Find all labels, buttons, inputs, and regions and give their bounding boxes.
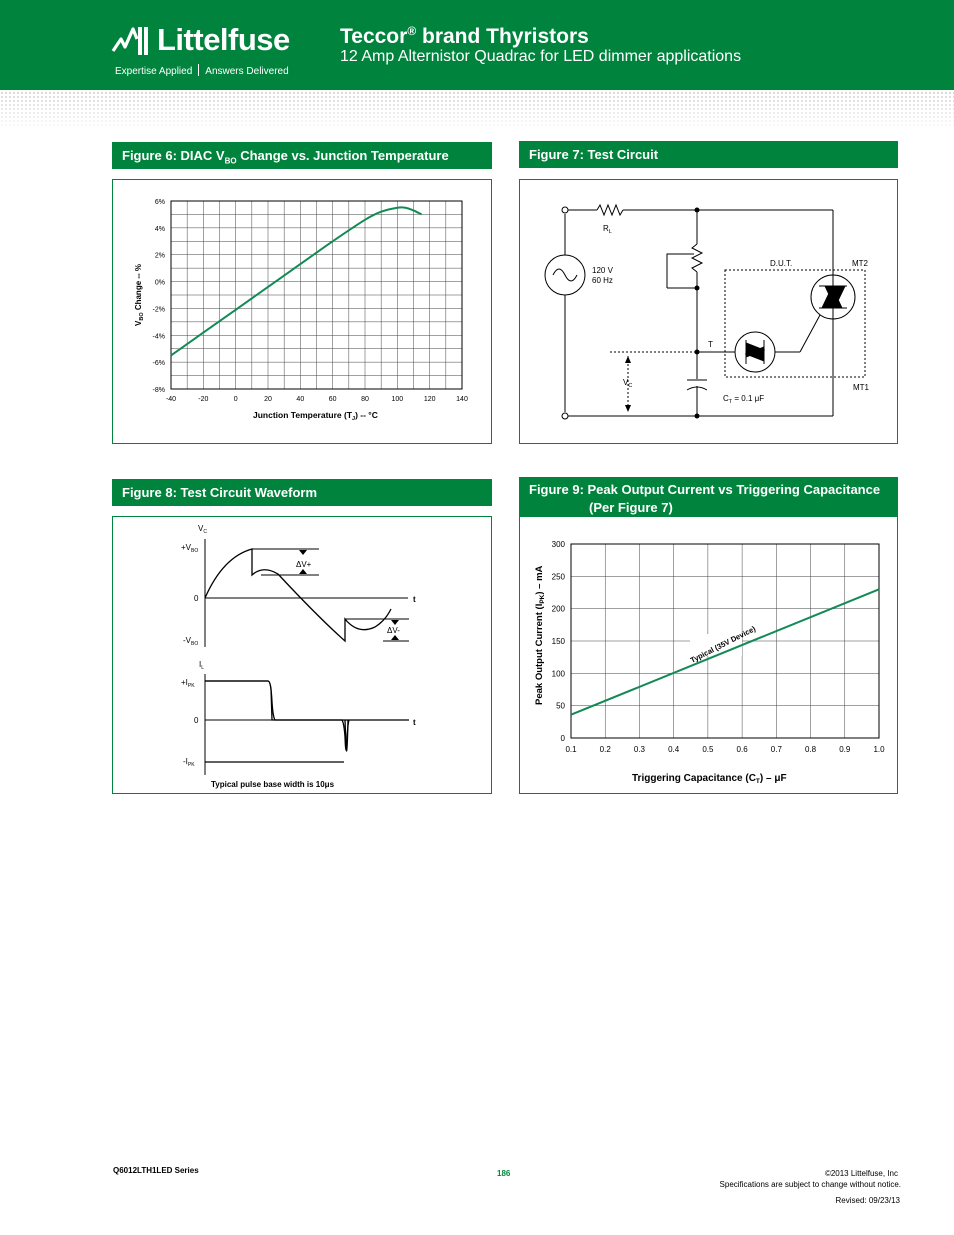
rl-label: $R_L$ <box>603 224 612 235</box>
tagline-left: Expertise Applied <box>115 66 193 77</box>
y-tick-label: -2% <box>152 306 165 314</box>
x-tick-label: -20 <box>198 396 209 403</box>
fig9-x-axis-label: Triggering Capacitance $(C_T)$ – μF <box>632 773 787 785</box>
node-top <box>695 208 700 213</box>
fig8-title: Figure 8: Test Circuit Waveform <box>112 479 492 506</box>
footer-revised: Revised: 09/23/13 <box>835 1196 900 1205</box>
y-tick-label: 200 <box>551 604 565 614</box>
fig9-title <box>519 477 898 517</box>
fig6-title-a: Figure 6: DIAC V <box>122 148 225 163</box>
fig8-dv-minus: ΔV- <box>387 626 400 635</box>
y-tick-label: 4% <box>154 225 165 233</box>
dv-plus-arrow-up-icon <box>299 569 307 574</box>
x-tick-label: -40 <box>165 396 177 403</box>
x-tick-label: 0.2 <box>599 745 611 754</box>
footer-series: Q6012LTH1LED Series <box>113 1166 199 1175</box>
y-tick-label: 0% <box>154 279 165 287</box>
t-label: T <box>708 340 713 349</box>
mt2-label: MT2 <box>852 259 868 268</box>
x-tick-label: 0.3 <box>633 745 646 754</box>
fig7-test-circuit <box>520 180 897 443</box>
fig8-t-axis-2: t <box>413 718 416 727</box>
x-tick-label: 0.8 <box>804 745 817 754</box>
footer-notice: Specifications are subject to change without notice. <box>719 1180 901 1189</box>
x-tick-label: 0.4 <box>668 745 680 754</box>
fig9-curve <box>571 589 879 714</box>
y-tick-label: -6% <box>152 360 165 368</box>
x-tick-label: 100 <box>391 396 404 403</box>
y-tick-label: 100 <box>551 669 565 679</box>
y-tick-label: 2% <box>154 252 165 260</box>
y-tick-label: 6% <box>154 199 165 206</box>
fig8-t-axis-1: t <box>413 595 416 604</box>
fig9-x-ticks <box>565 745 885 754</box>
vc-arrow-up-icon <box>625 356 631 363</box>
fig6-panel <box>112 179 492 444</box>
page-header <box>0 0 954 90</box>
footer-copyright: ©2013 Littelfuse, Inc <box>824 1169 898 1178</box>
y-tick-label: 0 <box>560 734 565 743</box>
mt1-label: MT1 <box>853 383 869 392</box>
page-title-brand: Teccor <box>340 25 408 48</box>
page-title <box>340 24 589 49</box>
page-subtitle: 12 Amp Alternistor Quadrac for LED dimmer applications <box>340 48 742 65</box>
fig8-vc-label: $V_C$ <box>198 524 207 535</box>
x-tick-label: 120 <box>423 396 436 403</box>
logo-tagline <box>115 64 289 77</box>
x-tick-label: 0.6 <box>736 745 748 754</box>
terminal-top <box>562 207 568 213</box>
fig6-y-ticks <box>153 199 165 394</box>
x-tick-label: 0.1 <box>565 745 577 754</box>
footer-page-number: 186 <box>497 1169 511 1178</box>
fig8-pvbo-label: $+V_{BO}$ <box>181 543 199 554</box>
vc-arrow-down-icon <box>625 405 631 412</box>
tagline-right: Answers Delivered <box>205 66 289 77</box>
y-tick-label: 250 <box>551 572 565 582</box>
fig6-grid <box>171 201 462 389</box>
dot-pattern-fade <box>0 91 954 127</box>
y-tick-label: 150 <box>551 637 565 646</box>
fig7-wiring <box>545 205 865 416</box>
fig8-nipk-label: $-I_{PK}$ <box>183 757 195 768</box>
y-tick-label: 50 <box>556 701 565 711</box>
fig9-y-ticks <box>552 540 566 743</box>
fig9-annotation: Typical (35V Device) <box>688 624 758 665</box>
dut-label: D.U.T. <box>770 259 793 268</box>
registered-mark: ® <box>407 24 417 38</box>
fig8-waveform <box>113 517 491 793</box>
dv-plus-arrow-down-icon <box>299 550 307 555</box>
node-pot <box>695 286 700 291</box>
x-tick-label: 40 <box>296 396 305 403</box>
y-tick-label: 300 <box>551 540 565 549</box>
fig8-nvbo-label: $-V_{BO}$ <box>183 636 199 647</box>
y-tick-label: -8% <box>152 387 165 394</box>
source-freq-label: 60 Hz <box>592 276 613 285</box>
littelfuse-logo-icon <box>111 21 151 61</box>
fig8-il-label: $I_L$ <box>199 660 205 671</box>
fig6-title <box>112 142 492 169</box>
tagline-divider <box>198 64 199 76</box>
x-tick-label: 0.9 <box>839 745 851 754</box>
fig6-title-sub: BO <box>224 156 237 166</box>
fig8-lines <box>205 539 409 775</box>
x-tick-label: 60 <box>328 396 337 403</box>
fig8-pipk-label: $+I_{PK}$ <box>181 678 195 689</box>
dv-minus-arrow-up-icon <box>391 635 399 640</box>
x-tick-label: 0.7 <box>770 745 782 754</box>
fig9-title-line1: Figure 9: Peak Output Current vs Triggering Capacitance <box>529 482 881 497</box>
fig7-title: Figure 7: Test Circuit <box>519 141 898 168</box>
fig6-x-ticks <box>166 396 468 403</box>
fig6-chart <box>113 180 491 443</box>
fig8-zero-v: 0 <box>194 594 199 603</box>
vc-label: $V_C$ <box>623 378 633 389</box>
node-bottom <box>695 414 700 419</box>
page-title-rest: brand Thyristors <box>416 25 589 48</box>
fig9-panel <box>519 516 898 794</box>
y-tick-label: -4% <box>152 333 165 341</box>
fig9-title-line2: (Per Figure 7) <box>589 500 673 515</box>
fig8-zero-i: 0 <box>194 716 199 725</box>
fig9-chart <box>520 517 897 793</box>
fig8-note: Typical pulse base width is 10μs <box>211 780 335 789</box>
source-voltage-label: 120 V <box>592 266 613 275</box>
fig6-title-b: Change vs. Junction Temperature <box>236 148 449 163</box>
x-tick-label: 80 <box>361 396 369 403</box>
ct-label: $C_T = 0.1$ μF <box>723 394 765 405</box>
x-tick-label: 140 <box>456 396 468 403</box>
x-tick-label: 20 <box>264 396 272 403</box>
logo-wordmark: Littelfuse <box>157 22 290 57</box>
x-tick-label: 1.0 <box>873 745 885 754</box>
node-t <box>695 350 700 355</box>
fig8-dv-plus: ΔV+ <box>296 560 312 569</box>
fig6-y-axis-label: $V_{BO}$ Change -- % <box>134 263 145 326</box>
fig8-panel <box>112 516 492 794</box>
x-tick-label: 0.5 <box>702 745 714 754</box>
fig9-y-axis-label: Peak Output Current $(I_{PK})$ – mA <box>534 565 546 705</box>
terminal-bottom <box>562 413 568 419</box>
x-tick-label: 0 <box>233 396 238 403</box>
fig6-x-axis-label: Junction Temperature $(T_J) -- ^\circ C$ <box>253 410 378 422</box>
dv-minus-arrow-down-icon <box>391 620 399 625</box>
fig7-panel <box>519 179 898 444</box>
